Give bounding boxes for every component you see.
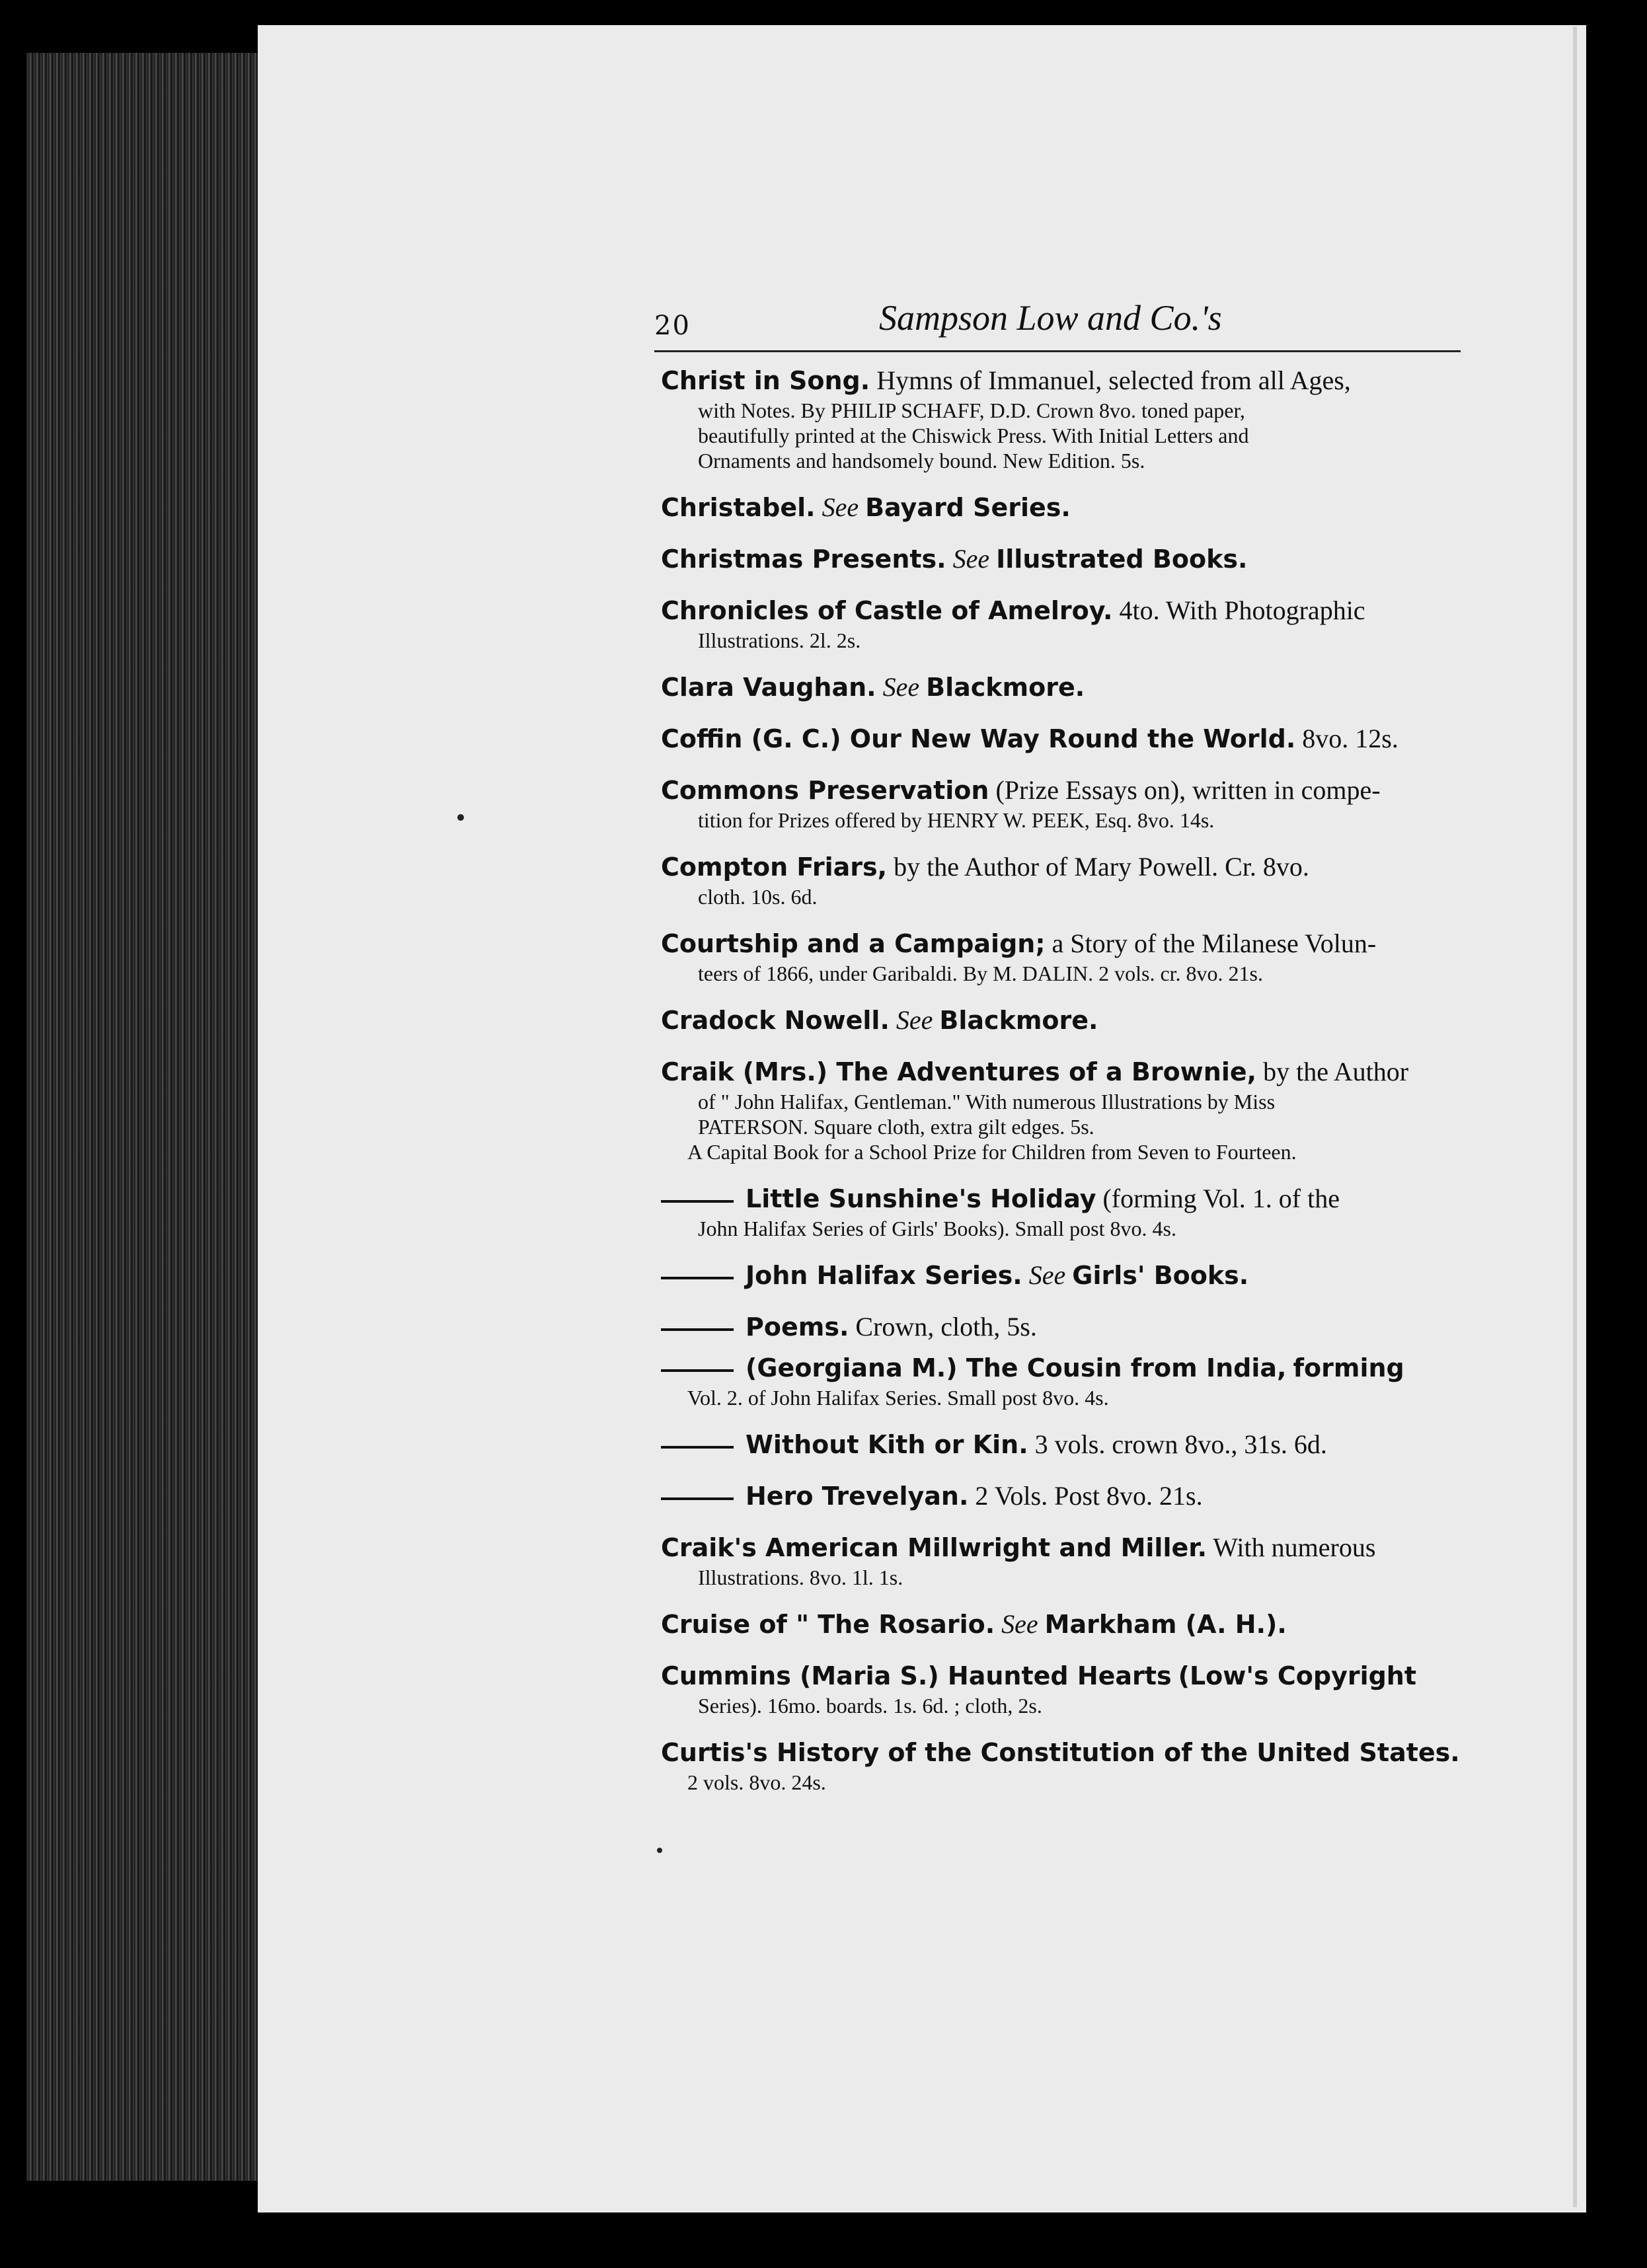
entry-title: Commons Preservation — [661, 776, 989, 805]
entry-heading — [661, 1310, 1480, 1344]
entry-heading — [661, 773, 1480, 808]
see-reference: See — [882, 672, 920, 702]
catalogue-entry — [661, 1735, 1480, 1795]
entry-heading — [661, 1735, 1480, 1770]
page-number: 20 — [654, 311, 691, 341]
see-reference: See — [822, 492, 859, 522]
entry-description: 4to. With Photographic — [1119, 595, 1365, 625]
see-reference: See — [1028, 1260, 1066, 1290]
entry-detail: with Notes. By PHILIP SCHAFF, D.D. Crown 8vo. toned paper, — [698, 398, 1245, 422]
entry-detail: Illustrations. 2l. 2s. — [698, 628, 861, 652]
entry-description: 8vo. 12s. — [1302, 724, 1398, 753]
cross-reference: Markham (A. H.). — [1044, 1610, 1287, 1639]
entry-description: 2 Vols. Post 8vo. 21s. — [975, 1481, 1203, 1511]
entry-detail: John Halifax Series of Girls' Books). Small post 8vo. 4s. — [698, 1217, 1176, 1240]
entry-description: With numerous — [1213, 1532, 1376, 1562]
entry-heading — [661, 1427, 1480, 1462]
catalogue-entry — [661, 490, 1480, 525]
entry-detail: Vol. 2. of John Halifax Series. Small post 8vo. 4s. — [687, 1386, 1109, 1410]
catalogue-entry — [661, 1055, 1480, 1164]
ditto-dash — [661, 1446, 734, 1449]
entry-detail: of " John Halifax, Gentleman." With numerous Illustrations by Miss — [698, 1090, 1276, 1114]
catalogue-entry — [661, 773, 1480, 833]
ditto-dash — [661, 1277, 734, 1279]
catalogue-entry — [661, 363, 1480, 473]
entry-title: Little Sunshine's Holiday — [746, 1184, 1096, 1213]
cross-reference: Blackmore. — [926, 673, 1085, 702]
entry-description: (Low's Copyright — [1178, 1661, 1417, 1690]
running-head — [654, 284, 1467, 357]
entry-heading — [661, 670, 1480, 704]
entry-title: Christmas Presents. — [661, 545, 946, 574]
entry-detail: 2 vols. 8vo. 24s. — [687, 1770, 826, 1794]
entry-heading — [661, 490, 1480, 525]
see-reference: See — [896, 1005, 933, 1035]
cross-reference: Illustrated Books. — [996, 545, 1248, 574]
entry-heading — [661, 1258, 1480, 1293]
entry-title: Without Kith or Kin. — [746, 1430, 1028, 1459]
catalogue-sub-entry — [661, 1351, 1480, 1410]
entry-heading — [661, 1182, 1480, 1216]
cross-reference: Girls' Books. — [1072, 1261, 1249, 1290]
cross-reference: Blackmore. — [939, 1006, 1098, 1035]
speck-mark — [657, 1848, 662, 1853]
entry-detail: Illustrations. 8vo. 1l. 1s. — [698, 1566, 903, 1589]
catalogue-entry — [661, 1003, 1480, 1038]
catalogue-entry — [661, 1607, 1480, 1642]
entry-heading — [661, 363, 1480, 398]
entry-description: (Prize Essays on), written in compe- — [995, 775, 1381, 805]
catalogue-entry — [661, 593, 1480, 653]
entry-detail: tition for Prizes offered by HENRY W. PEEK, Esq. 8vo. 14s. — [698, 808, 1215, 832]
entry-description: by the Author — [1263, 1057, 1409, 1086]
entry-title: Craik's American Millwright and Miller. — [661, 1533, 1207, 1562]
entry-title: Coffin (G. C.) Our New Way Round the World. — [661, 724, 1296, 753]
entry-detail: PATERSON. Square cloth, extra gilt edges. 5s. — [698, 1115, 1094, 1139]
catalogue-entry — [661, 542, 1480, 576]
catalogue-sub-entry — [661, 1182, 1480, 1241]
entry-title: Clara Vaughan. — [661, 673, 876, 702]
catalogue-entry — [661, 1531, 1480, 1590]
catalogue-entry — [661, 926, 1480, 986]
entry-heading — [661, 593, 1480, 628]
entry-heading — [661, 1003, 1480, 1038]
entry-description: a Story of the Milanese Volun- — [1052, 928, 1377, 958]
speck-mark — [457, 814, 464, 821]
catalogue-sub-entry — [661, 1479, 1480, 1513]
ditto-dash — [661, 1328, 734, 1331]
entry-heading — [661, 926, 1480, 961]
ditto-dash — [661, 1369, 734, 1372]
entry-title: (Georgiana M.) The Cousin from India, — [746, 1353, 1287, 1382]
entry-detail: cloth. 10s. 6d. — [698, 885, 818, 909]
entry-description: by the Author of Mary Powell. Cr. 8vo. — [894, 852, 1309, 882]
entry-title: Hero Trevelyan. — [746, 1482, 969, 1511]
entry-heading — [661, 1531, 1480, 1565]
entry-title: Cruise of " The Rosario. — [661, 1610, 995, 1639]
header-rule — [654, 350, 1461, 352]
entry-detail: beautifully printed at the Chiswick Press. With Initial Letters and — [698, 424, 1249, 447]
entry-title: Christ in Song. — [661, 366, 870, 395]
entry-heading — [661, 1607, 1480, 1642]
entry-note: A Capital Book for a School Prize for Children from Seven to Fourteen. — [687, 1140, 1297, 1164]
header-title: Sampson Low and Co.'s — [879, 298, 1222, 338]
entry-heading — [661, 1479, 1480, 1513]
entry-title: Chronicles of Castle of Amelroy. — [661, 596, 1113, 625]
entry-title: Craik (Mrs.) The Adventures of a Brownie, — [661, 1057, 1257, 1086]
catalogue-entry — [661, 722, 1480, 756]
entry-description: forming — [1293, 1353, 1404, 1382]
entry-detail: Series). 16mo. boards. 1s. 6d. ; cloth, 2s. — [698, 1694, 1042, 1718]
entry-title: Courtship and a Campaign; — [661, 929, 1046, 958]
entry-detail: teers of 1866, under Garibaldi. By M. DALIN. 2 vols. cr. 8vo. 21s. — [698, 962, 1263, 985]
entry-title: Compton Friars, — [661, 852, 888, 882]
cross-reference: Bayard Series. — [865, 493, 1071, 522]
entry-heading — [661, 542, 1480, 576]
entry-heading — [661, 1055, 1480, 1089]
entry-title: Poems. — [746, 1312, 849, 1342]
entry-title: Curtis's History of the Constitution of the United States. — [661, 1738, 1460, 1767]
entry-title: Christabel. — [661, 493, 816, 522]
entry-description: (forming Vol. 1. of the — [1102, 1184, 1340, 1213]
entry-title: Cummins (Maria S.) Haunted Hearts — [661, 1661, 1172, 1690]
ditto-dash — [661, 1200, 734, 1203]
see-reference: See — [1001, 1609, 1038, 1639]
catalogue-entry — [661, 1659, 1480, 1718]
entry-description: Crown, cloth, 5s. — [855, 1312, 1037, 1342]
see-reference: See — [952, 544, 990, 574]
scan-border-right — [1586, 0, 1647, 2268]
page-inner-edge — [1573, 26, 1577, 2207]
entry-detail: Ornaments and handsomely bound. New Edition. 5s. — [698, 449, 1145, 472]
entry-title: John Halifax Series. — [746, 1261, 1022, 1290]
catalogue-sub-entry — [661, 1310, 1480, 1344]
entry-description: Hymns of Immanuel, selected from all Ages, — [876, 365, 1351, 395]
catalogue-sub-entry — [661, 1427, 1480, 1462]
catalogue-entry — [661, 850, 1480, 909]
entry-heading — [661, 1659, 1480, 1693]
catalogue-entry — [661, 670, 1480, 704]
book-page-edges — [26, 53, 264, 2181]
catalogue-entries — [661, 363, 1480, 1812]
catalogue-sub-entry — [661, 1258, 1480, 1293]
entry-heading — [661, 850, 1480, 884]
ditto-dash — [661, 1497, 734, 1500]
entry-title: Cradock Nowell. — [661, 1006, 890, 1035]
entry-heading — [661, 1351, 1480, 1385]
entry-heading — [661, 722, 1480, 756]
entry-description: 3 vols. crown 8vo., 31s. 6d. — [1034, 1429, 1327, 1459]
